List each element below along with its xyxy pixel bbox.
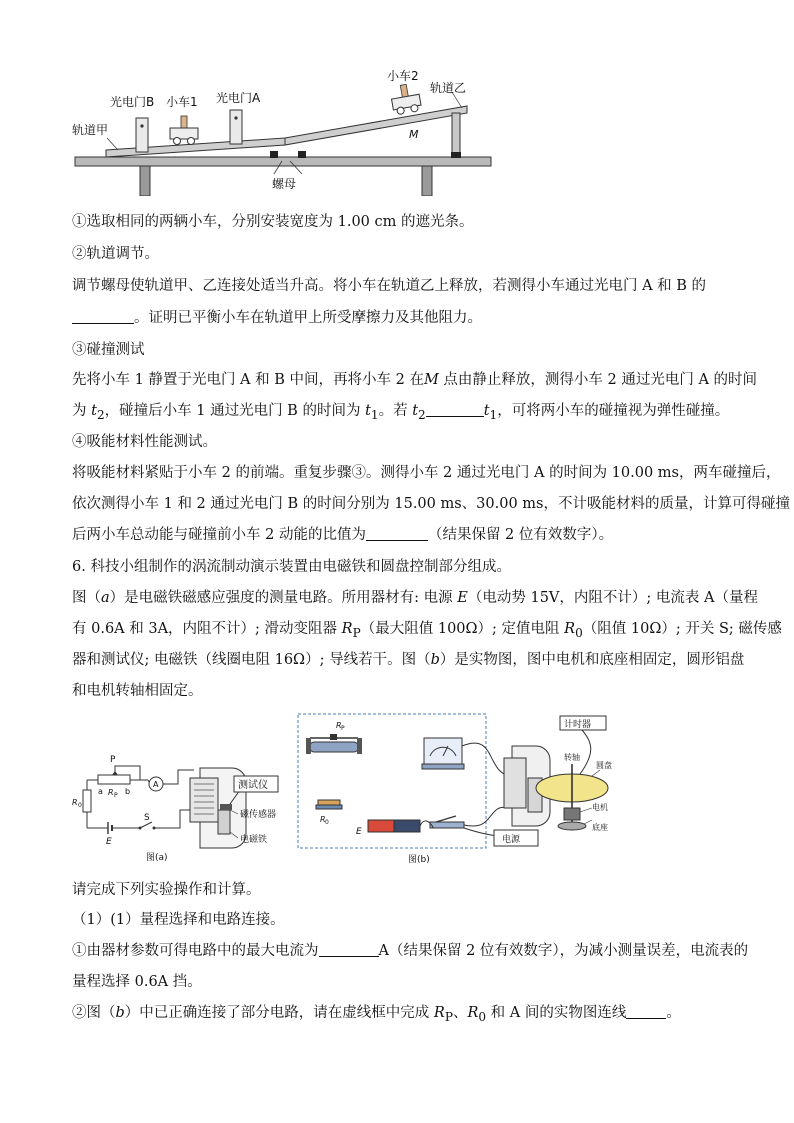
sub-question-1-part-1: ①由器材参数可得电路中的最大电流为 A（结果保留 2 位有效数字），为减小测量误差，电流表的 xyxy=(72,943,749,959)
question-6: 6. 科技小组制作的涡流制动演示装置由电磁铁和圆盘控制部分组成。 xyxy=(72,559,511,575)
car-1 xyxy=(170,116,198,145)
answer-blank-1[interactable] xyxy=(72,309,134,324)
svg-text:0: 0 xyxy=(325,819,329,826)
sub-question-1-part-2: ②图（b）中已正确连接了部分电路，请在虚线框中完成 $R_P$、$R_0$ 和 A 间的实物图连线 。 xyxy=(72,1005,681,1024)
svg-text:b: b xyxy=(125,787,131,796)
figure-a-caption: 图(a) xyxy=(146,853,168,863)
instruction: 请完成下列实验操作和计算。 xyxy=(72,882,261,898)
power-label: 电源 xyxy=(502,835,521,845)
step-3-desc: 先将小车 1 静置于光电门 A 和 B 中间，再将小车 2 在M 点由静止释放，测得小车 2 通过光电门 A 的时间 xyxy=(72,372,758,388)
answer-blank-2[interactable] xyxy=(426,402,484,417)
svg-text:P: P xyxy=(114,792,118,799)
table-leg-right xyxy=(422,166,432,196)
step-4-desc-3: 后两小车总动能与碰撞前小车 2 动能的比值为 （结果保留 2 位有效数字）。 xyxy=(72,527,614,543)
svg-text:A: A xyxy=(153,780,159,789)
base xyxy=(558,822,586,830)
answer-blank-5[interactable] xyxy=(626,1004,666,1019)
answer-blank-4[interactable] xyxy=(319,942,379,957)
svg-text:R: R xyxy=(320,815,326,824)
step-3-desc-2: 为 $t_2$，碰撞后小车 1 通过光电门 B 的时间为 $t_1$。若 $t_2$ $t_1$，可将两小车的碰撞视为弹性碰撞。 xyxy=(72,403,730,422)
base-label: 底座 xyxy=(592,823,608,832)
sensor-label: 磁传感器 xyxy=(240,810,277,820)
tester-label: 测试仪 xyxy=(238,780,268,791)
resistor-r0 xyxy=(83,790,91,812)
gate-b-label: 光电门B xyxy=(110,95,155,109)
motor-label: 电机 xyxy=(592,803,608,812)
step-2-desc: 调节螺母使轨道甲、乙连接处适当升高。将小车在轨道乙上释放，若测得小车通过光电门 A 和 B 的 xyxy=(72,278,707,294)
car-1-label: 小车1 xyxy=(166,95,198,109)
answer-blank-3[interactable] xyxy=(366,526,428,541)
car-2-label: 小车2 xyxy=(387,69,419,83)
svg-text:R: R xyxy=(336,721,342,730)
ammeter-device xyxy=(422,738,464,769)
figure-b-caption: 图(b) xyxy=(408,855,430,865)
light-gate-a xyxy=(230,110,242,144)
physical-setup-figure-b xyxy=(296,712,620,868)
point-m-label: M xyxy=(409,128,419,141)
svg-text:R: R xyxy=(72,798,78,807)
track-apparatus-figure xyxy=(70,66,500,196)
circuit-figure-a xyxy=(70,750,295,866)
step-4-desc-2: 依次测得小车 1 和 2 通过光电门 B 的时间分别为 15.00 ms、30.00 ms，不计吸能材料的质量，计算可得碰撞 xyxy=(72,496,790,512)
track-b xyxy=(285,106,467,145)
svg-text:S: S xyxy=(144,813,150,823)
sub-question-1-part-1b: 量程选择 0.6A 挡。 xyxy=(72,974,202,990)
svg-text:P: P xyxy=(341,725,345,732)
step-1: ①选取相同的两辆小车，分别安装宽度为 1.00 cm 的遮光条。 xyxy=(72,214,474,230)
shaft-label: 转轴 xyxy=(564,753,580,762)
disc-label: 圆盘 xyxy=(596,761,612,770)
battery-device xyxy=(368,820,420,832)
nut-right xyxy=(298,151,306,158)
rheostat-device xyxy=(306,734,362,754)
light-gate-b xyxy=(136,118,148,152)
step-4-desc: 将吸能材料紧贴于小车 2 的前端。重复步骤③。测得小车 2 通过光电门 A 的时间为 10.00 ms，两车碰撞后， xyxy=(72,465,781,481)
q6-para-1: 图（a）是电磁铁磁感应强度的测量电路。所用器材有: 电源 E（电动势 15V，内阻不计）; 电流表 A（量程 xyxy=(72,590,758,606)
q6-para-3: 器和测试仪; 电磁铁（线圈电阻 16Ω）; 导线若干。图（b）是实物图，图中电机和底座相固定，圆形铝盘 xyxy=(72,652,745,668)
svg-text:E: E xyxy=(356,827,362,837)
table-top xyxy=(75,157,491,166)
track-support xyxy=(452,113,460,157)
svg-text:R: R xyxy=(108,788,114,797)
magnet-label: 电磁铁 xyxy=(240,835,268,845)
track-a-label: 轨道甲 xyxy=(72,123,109,137)
svg-text:E: E xyxy=(106,837,112,847)
svg-text:0: 0 xyxy=(78,802,82,809)
timer-label: 计时器 xyxy=(564,720,592,730)
step-4: ④吸能材料性能测试。 xyxy=(72,434,217,450)
car-2 xyxy=(389,82,422,115)
gate-a-label: 光电门A xyxy=(216,91,261,105)
sub-question-1: （1）(1）量程选择和电路连接。 xyxy=(72,912,285,928)
motor xyxy=(564,808,580,820)
nut-left xyxy=(270,151,278,158)
rheostat-rp xyxy=(98,775,130,784)
table-leg-left xyxy=(140,166,150,196)
step-3: ③碰撞测试 xyxy=(72,342,145,358)
magnetic-sensor xyxy=(220,804,232,810)
q6-para-4: 和电机转轴相固定。 xyxy=(72,683,203,699)
track-a xyxy=(106,138,285,157)
step-2-desc-2: 。证明已平衡小车在轨道甲上所受摩擦力及其他阻力。 xyxy=(72,308,482,328)
q6-para-2: 有 0.6A 和 3A，内阻不计）; 滑动变阻器 $R_P$（最大阻值 100Ω）; 定值电阻 $R_0$（阻值 10Ω）; 开关 S; 磁传感 xyxy=(72,621,782,640)
svg-text:a: a xyxy=(98,787,103,796)
svg-text:P: P xyxy=(110,755,116,765)
step-2: ②轨道调节。 xyxy=(72,246,159,262)
nut-label: 螺母 xyxy=(272,177,297,191)
track-b-label: 轨道乙 xyxy=(430,81,467,95)
switch-device xyxy=(430,816,464,828)
